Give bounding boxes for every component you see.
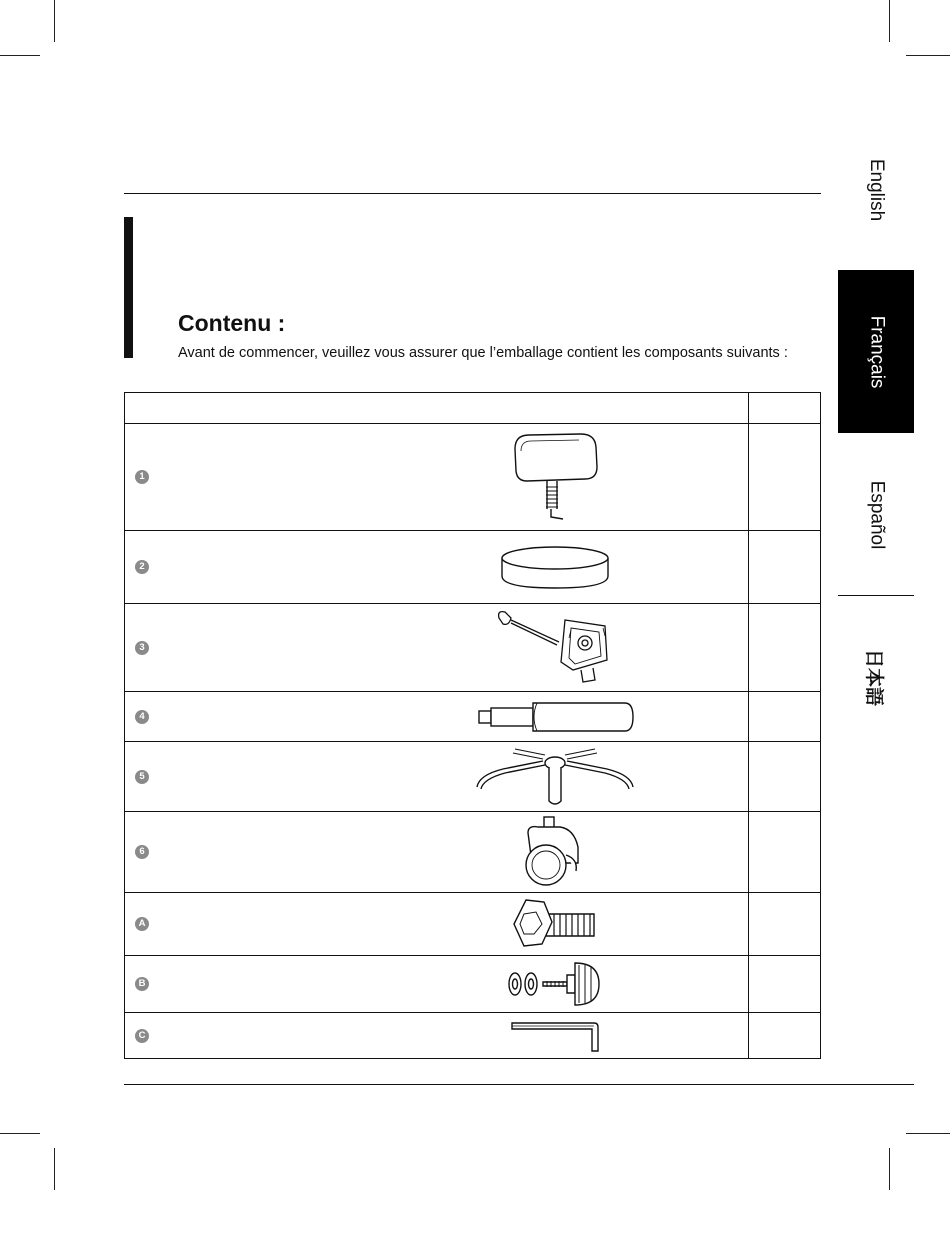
crop-mark — [54, 0, 55, 42]
table-row — [125, 811, 820, 892]
part-number-badge: B — [135, 977, 149, 991]
headrest-icon — [465, 424, 645, 530]
section-intro: Avant de commencer, veuillez vous assurer que l’emballage contient les composants suivants : — [178, 345, 788, 361]
allen-key-icon — [465, 1013, 645, 1058]
tab-divider — [838, 595, 914, 596]
tab-francais[interactable] — [838, 270, 914, 433]
part-number-badge: 6 — [135, 845, 149, 859]
part-number-badge: 4 — [135, 710, 149, 724]
washer-knob-screw-icon — [465, 956, 645, 1012]
table-row — [125, 892, 820, 955]
tab-label: 日本語 — [863, 648, 885, 707]
parts-table — [124, 392, 821, 1059]
part-number-badge: 1 — [135, 470, 149, 484]
crop-mark — [54, 1148, 55, 1190]
part-number-badge: 2 — [135, 560, 149, 574]
table-header-row — [125, 393, 820, 423]
part-number-badge: 5 — [135, 770, 149, 784]
tab-label: Español — [865, 480, 887, 550]
part-number-badge: A — [135, 917, 149, 931]
tab-espanol[interactable] — [838, 465, 914, 565]
tab-label: Français — [865, 315, 887, 388]
tilt-mechanism-icon — [465, 604, 645, 691]
part-number-badge: C — [135, 1029, 149, 1043]
crop-mark — [0, 1133, 40, 1134]
table-row — [125, 691, 820, 741]
seat-cushion-icon — [465, 531, 645, 603]
star-base-icon — [465, 742, 645, 811]
tab-label: English — [865, 158, 887, 222]
part-number-badge: 3 — [135, 641, 149, 655]
gas-cylinder-icon — [465, 692, 645, 741]
table-row — [125, 603, 820, 691]
table-row — [125, 741, 820, 811]
crop-mark — [889, 1148, 890, 1190]
crop-mark — [906, 55, 950, 56]
table-row — [125, 1012, 820, 1058]
tab-japanese[interactable] — [838, 640, 914, 715]
crop-mark — [889, 0, 890, 42]
crop-mark — [0, 55, 40, 56]
tab-english[interactable] — [838, 140, 914, 240]
section-heading: Contenu : — [178, 310, 286, 336]
bottom-rule — [124, 1084, 914, 1085]
table-row — [125, 423, 820, 530]
caster-wheel-icon — [465, 812, 645, 892]
crop-mark — [906, 1133, 950, 1134]
table-row — [125, 955, 820, 1012]
table-row — [125, 530, 820, 603]
top-rule — [124, 193, 821, 194]
hex-bolt-icon — [465, 893, 645, 955]
section-accent-bar — [124, 217, 133, 358]
